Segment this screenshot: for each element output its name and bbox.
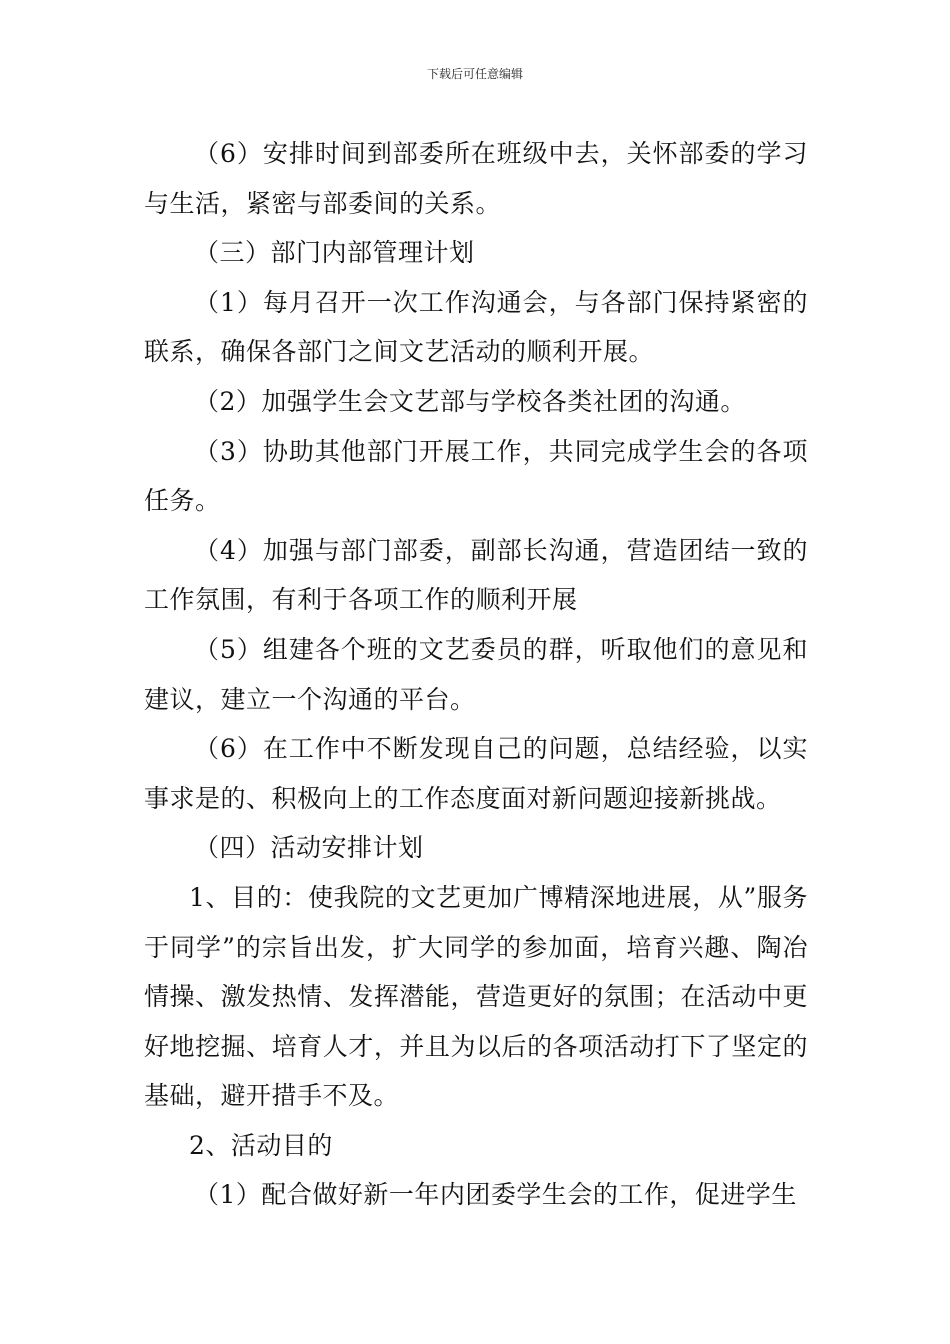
paragraph: （3）协助其他部门开展工作，共同完成学生会的各项任务。 (144, 436, 808, 516)
paragraph: 1、目的：使我院的文艺更加广博精深地进展，从”服务于同学”的宗旨出发，扩大同学的参加面，培育兴趣、陶冶情操、激发热情、发挥潜能，营造更好的氛围；在活动中更好地挖掘、培育人才，并且为以后的各项活动打下了坚定的基础，避开措手不及。 (144, 882, 808, 1111)
paragraph: （4）加强与部门部委，副部长沟通，营造团结一致的工作氛围，有利于各项工作的顺利开展 (144, 535, 808, 615)
section-heading: （三）部门内部管理计划 (194, 238, 475, 268)
paragraph: （1）每月召开一次工作沟通会，与各部门保持紧密的联系，确保各部门之间文艺活动的顺利开展。 (144, 287, 808, 367)
paragraph: （2）加强学生会文艺部与学校各类社团的沟通。 (194, 386, 746, 416)
subheading: 2、活动目的 (189, 1130, 333, 1160)
document-body (144, 129, 808, 1220)
paragraph: （1）配合做好新一年内团委学生会的工作，促进学生 (194, 1180, 797, 1210)
page-header: 下载后可任意编辑 (426, 67, 523, 81)
paragraph: （6）安排时间到部委所在班级中去，关怀部委的学习与生活，紧密与部委间的关系。 (144, 139, 808, 218)
paragraph: （5）组建各个班的文艺委员的群，听取他们的意见和建议，建立一个沟通的平台。 (144, 634, 808, 714)
section-heading: （四）活动安排计划 (194, 833, 424, 863)
paragraph: （6）在工作中不断发现自己的问题，总结经验，以实事求是的、积极向上的工作态度面对新问题迎接新挑战。 (144, 734, 808, 813)
